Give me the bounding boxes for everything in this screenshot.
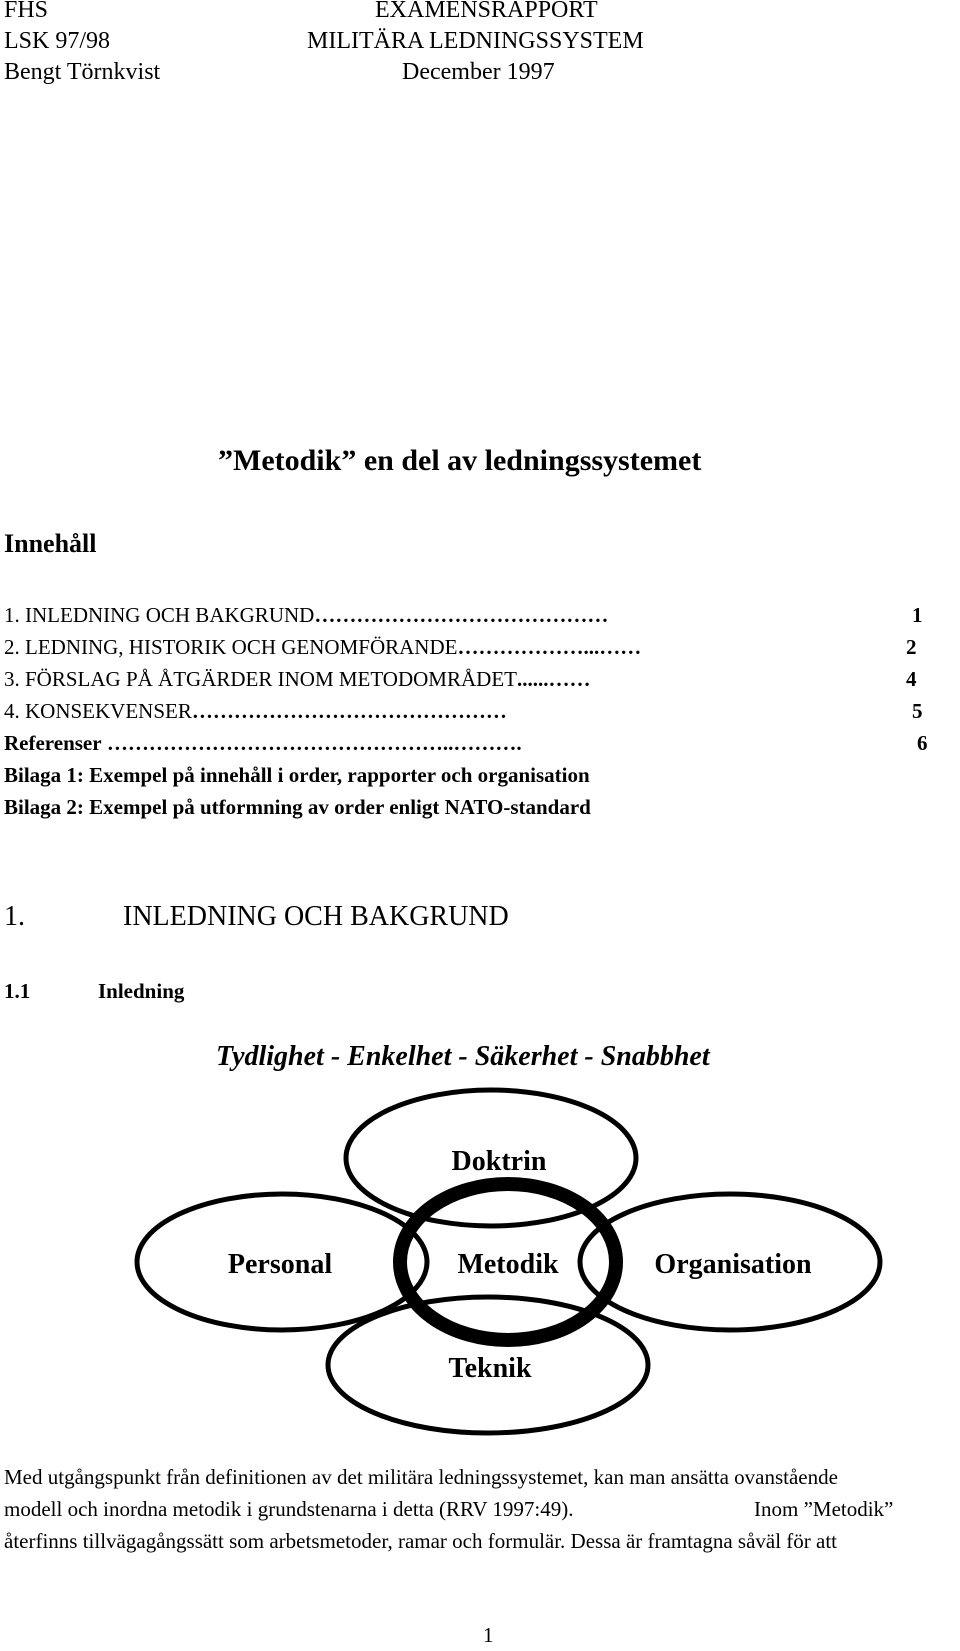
node-teknik: Teknik — [448, 1353, 532, 1384]
toc-heading: Innehåll — [4, 529, 97, 558]
node-personal: Personal — [227, 1249, 333, 1280]
subsection-number: 1.1 — [4, 979, 31, 1003]
toc-entry-label: 4. KONSEKVENSER — [4, 699, 192, 723]
diagram-motto: Tydlighet - Enkelhet - Säkerhet - Snabbhet — [216, 1041, 710, 1072]
toc-entry-page: 1 — [912, 603, 923, 627]
subsection-heading: Inledning — [98, 979, 185, 1003]
toc-entry-label: 3. FÖRSLAG PÅ ÅTGÄRDER INOM METODOMRÅDET — [4, 667, 517, 691]
toc-entry-page: 6 — [917, 731, 928, 755]
body-line-1: Med utgångspunkt från definitionen av det militära ledningssystemet, kan man ansätta ovanstående — [4, 1465, 838, 1489]
header-subject: MILITÄRA LEDNINGSSYSTEM — [307, 28, 644, 54]
header-org: FHS — [4, 0, 49, 23]
toc-entry-page: 2 — [906, 635, 917, 659]
page-number: 1 — [483, 1623, 494, 1647]
header-author: Bengt Törnkvist — [4, 59, 161, 85]
appendix-1[interactable]: Bilaga 1: Exempel på innehåll i order, rapporter och organisation — [4, 763, 590, 787]
body-line-3: återfinns tillvägagångssätt som arbetsmetoder, ramar och formulär. Dessa är framtagna såväl för att — [4, 1529, 838, 1553]
toc-entry-label: Referenser — [4, 731, 102, 755]
header-date: December 1997 — [402, 59, 555, 85]
document-title: ”Metodik” en del av ledningssystemet — [218, 444, 702, 477]
toc-entry-label: 1. INLEDNING OCH BAKGRUND — [4, 603, 315, 627]
body-line-2a: modell och inordna metodik i grundstenarna i detta (RRV 1997:49). — [4, 1497, 574, 1521]
header-course: LSK 97/98 — [4, 28, 111, 54]
toc-entry-dots: ......…… — [516, 667, 591, 691]
section-heading: INLEDNING OCH BAKGRUND — [123, 901, 509, 932]
toc-entry-label: 2. LEDNING, HISTORIK OCH GENOMFÖRANDE — [4, 635, 458, 659]
appendix-2[interactable]: Bilaga 2: Exempel på utformning av order enligt NATO-standard — [4, 795, 591, 819]
node-organisation: Organisation — [654, 1249, 812, 1280]
toc-entry-dots: ………………...…… — [457, 635, 642, 659]
toc-entry-dots: …………………………………… — [314, 603, 609, 627]
node-metodik: Metodik — [457, 1249, 559, 1280]
toc-entry-page: 5 — [912, 699, 923, 723]
toc-entry-page: 4 — [906, 667, 917, 691]
toc-entry-dots: …………………………………………..………. — [106, 731, 522, 755]
section-number: 1. — [4, 901, 25, 932]
body-line-2b: Inom ”Metodik” — [754, 1497, 894, 1521]
node-doktrin: Doktrin — [451, 1146, 547, 1177]
toc-entry-dots: ……………………………………… — [191, 699, 507, 723]
header-report-type: EXAMENSRAPPORT — [375, 0, 598, 23]
